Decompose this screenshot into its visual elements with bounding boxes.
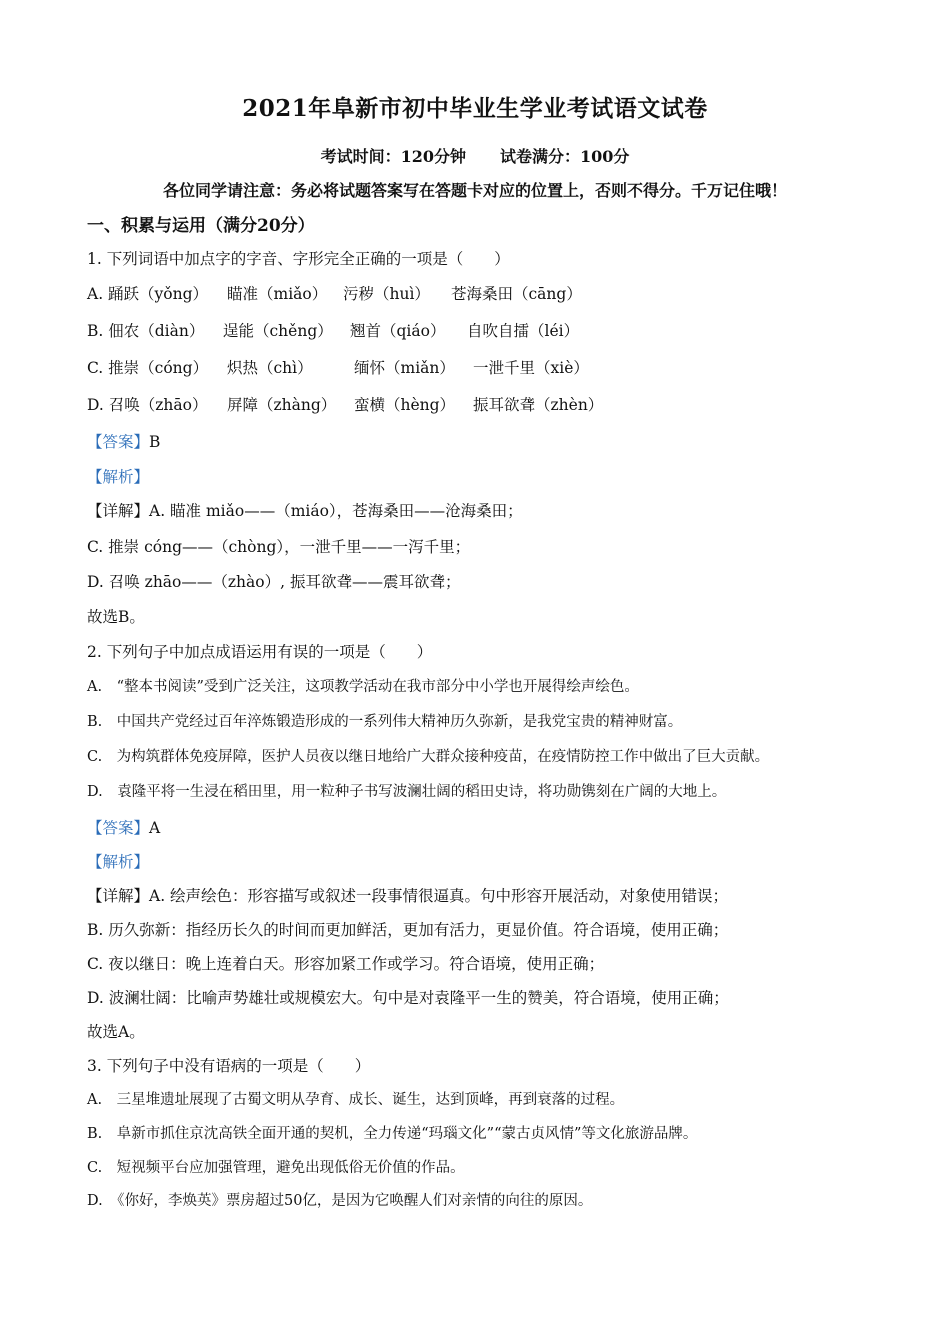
exam-notice: 各位同学请注意：务必将试题答案写在答题卡对应的位置上，否则不得分。千万记住哦！ bbox=[162, 181, 787, 200]
q1-a-1: A. 踊跃（yǒng） bbox=[87, 285, 209, 303]
q1-a-3: 污秽（huì） bbox=[343, 285, 430, 303]
q1-b-4: 自吹自擂（léi） bbox=[467, 322, 580, 340]
q1-a-4: 苍海桑田（cāng） bbox=[451, 285, 582, 303]
q3-stem: 3. 下列句子中没有语病的一项是（ ） bbox=[87, 1057, 371, 1075]
q2-option-b: B. 中国共产党经过百年淬炼锻造形成的一系列伟大精神历久弥新，是我党宝贵的精神财富。 bbox=[87, 714, 683, 730]
q3-option-a: A. 三星堆遗址展现了古蜀文明从孕育、成长、诞生，达到顶峰，再到衰落的过程。 bbox=[87, 1092, 625, 1108]
q1-detail-3: D. 召唤 zhāo——（zhào）, 振耳欲聋——震耳欲聋； bbox=[87, 573, 461, 591]
q2-detail-1: 【详解】A. 绘声绘色：形容描写或叙述一段事情很逼真。句中形容开展活动，对象使用错误； bbox=[87, 887, 729, 905]
exam-score: 试卷满分：100分 bbox=[500, 147, 630, 166]
answer-value: B bbox=[149, 433, 161, 451]
q2-option-c: C. 为构筑群体免疫屏障，医护人员夜以继日地给广大群众接种疫苗，在疫情防控工作中做出了巨大贡献。 bbox=[87, 749, 770, 765]
q2-option-a: A. “整本书阅读”受到广泛关注，这项教学活动在我市部分中小学也开展得绘声绘色。 bbox=[87, 679, 639, 695]
exam-time: 考试时间：120分钟 bbox=[320, 147, 466, 166]
q3-option-b: B. 阜新市抓住京沈高铁全面开通的契机，全力传递“玛瑙文化”“蒙古贞风情”等文化旅游品牌。 bbox=[87, 1126, 698, 1142]
q1-a-2: 瞄准（miǎo） bbox=[227, 285, 328, 303]
q1-b-1: B. 佃农（diàn） bbox=[87, 322, 205, 340]
q1-detail-2: C. 推崇 cóng——（chòng），一泄千里——一泻千里； bbox=[87, 538, 471, 556]
q1-option-a bbox=[87, 282, 582, 304]
q1-c-3: 缅怀（miǎn） bbox=[354, 359, 455, 377]
answer-value: A bbox=[149, 819, 161, 837]
q3-option-c: C. 短视频平台应加强管理，避免出现低俗无价值的作品。 bbox=[87, 1160, 465, 1176]
q1-option-d bbox=[87, 393, 603, 415]
q2-answer bbox=[87, 816, 160, 838]
q1-d-2: 屏障（zhàng） bbox=[227, 396, 337, 414]
q2-detail-2: B. 历久弥新：指经历长久的时间而更加鲜活，更加有活力，更显价值。符合语境，使用正确； bbox=[87, 921, 729, 939]
q3-option-d: D. 《你好，李焕英》票房超过50亿，是因为它唤醒人们对亲情的向往的原因。 bbox=[87, 1193, 593, 1209]
q1-b-3: 翘首（qiáo） bbox=[350, 322, 446, 340]
q1-d-4: 振耳欲聋（zhèn） bbox=[473, 396, 604, 414]
q1-answer bbox=[87, 430, 160, 452]
exam-title: 2021年阜新市初中毕业生学业考试语文试卷 bbox=[242, 95, 708, 122]
q1-c-4: 一泄千里（xiè） bbox=[473, 359, 589, 377]
answer-tag: 【答案】 bbox=[87, 819, 150, 837]
section-heading: 一、积累与运用（满分20分） bbox=[87, 216, 315, 236]
q1-d-3: 蛮横（hèng） bbox=[354, 396, 456, 414]
q1-option-c bbox=[87, 356, 589, 378]
q2-option-d: D. 袁隆平将一生浸在稻田里，用一粒种子书写波澜壮阔的稻田史诗，将功勋镌刻在广阔的大地上。 bbox=[87, 784, 727, 800]
q1-stem: 1. 下列词语中加点字的字音、字形完全正确的一项是（ ） bbox=[87, 250, 510, 268]
q2-analysis-tag: 【解析】 bbox=[87, 853, 150, 871]
exam-meta bbox=[0, 144, 950, 167]
q1-c-1: C. 推崇（cóng） bbox=[87, 359, 209, 377]
q1-b-2: 逞能（chěng） bbox=[223, 322, 333, 340]
q1-detail-1: 【详解】A. 瞄准 miǎo——（miáo），苍海桑田——沧海桑田； bbox=[87, 502, 523, 520]
q2-detail-4: D. 波澜壮阔：比喻声势雄壮或规模宏大。句中是对袁隆平一生的赞美，符合语境，使用正确； bbox=[87, 989, 729, 1007]
q1-analysis-tag: 【解析】 bbox=[87, 468, 150, 486]
q1-d-1: D. 召唤（zhāo） bbox=[87, 396, 208, 414]
q1-option-b bbox=[87, 319, 579, 341]
q1-c-2: 炽热（chì） bbox=[227, 359, 313, 377]
q2-detail-3: C. 夜以继日：晚上连着白天。形容加紧工作或学习。符合语境，使用正确； bbox=[87, 955, 605, 973]
q2-stem: 2. 下列句子中加点成语运用有误的一项是（ ） bbox=[87, 643, 433, 661]
q1-detail-4: 故选B。 bbox=[87, 608, 145, 626]
answer-tag: 【答案】 bbox=[87, 433, 150, 451]
q2-detail-5: 故选A。 bbox=[87, 1023, 145, 1041]
